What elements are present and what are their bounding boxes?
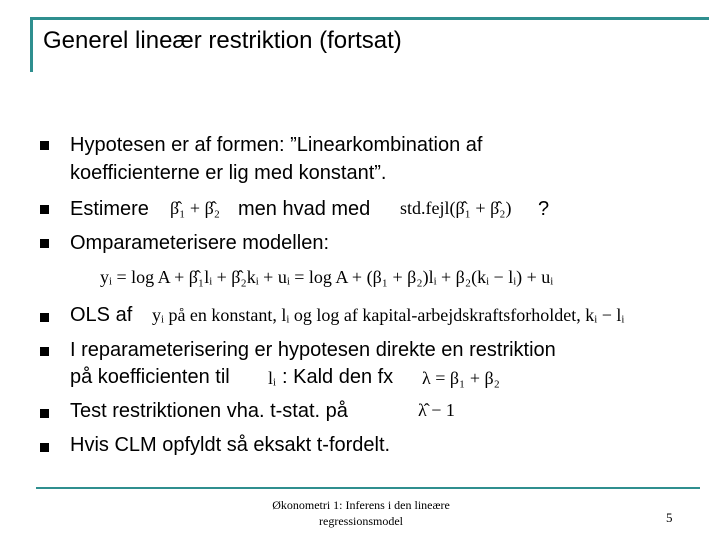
bullet-marker: [40, 313, 49, 322]
bullet-marker: [40, 443, 49, 452]
footer-divider: [36, 487, 700, 489]
bullet-marker: [40, 205, 49, 214]
estimate-formula: β̂₁ + β̂₂: [170, 198, 221, 218]
bullet-7-text: Hvis CLM opfyldt så eksakt t-fordelt.: [70, 434, 391, 456]
footer-text: [236, 497, 486, 529]
footer-line-2: regressionsmodel: [319, 514, 403, 528]
li-symbol: lᵢ: [268, 368, 276, 388]
bullet-5-line-2: på koefficienten til: [70, 366, 230, 388]
bullet-marker: [40, 239, 49, 248]
bullet-marker: [40, 347, 49, 356]
model-equation: yᵢ = log A + β̂₁lᵢ + β̂₂kᵢ + uᵢ = log A + (β₁ + β₂)lᵢ + β₂(kᵢ − lᵢ) + uᵢ: [100, 267, 554, 287]
bullet-marker: [40, 409, 49, 418]
bullet-1-line-2: koefficienterne er lig med konstant”.: [70, 162, 387, 184]
slide-title: Generel lineær restriktion (fortsat): [43, 27, 402, 54]
footer-line-1: Økonometri 1: Inferens i den lineære: [272, 498, 450, 512]
bullet-6-text: Test restriktionen vha. t-stat. på: [70, 400, 348, 422]
bullet-2-text-2: men hvad med: [238, 198, 371, 220]
bullet-marker: [40, 141, 49, 150]
ols-formula: yᵢ på en konstant, lᵢ og log af kapital-arbejdskraftsforholdet, kᵢ − lᵢ: [152, 305, 625, 325]
bullet-5-line-2b: : Kald den fx: [282, 366, 394, 388]
bullet-4-text: OLS af: [70, 304, 133, 326]
bullet-2-text-1: Estimere: [70, 198, 149, 220]
lambda-test-formula: λ̂ − 1: [418, 400, 455, 420]
page-number: 5: [666, 510, 673, 525]
bullet-1-line-1: Hypotesen er af formen: ”Linearkombination af: [70, 134, 483, 156]
std-error-formula: std.fejl(β̂₁ + β̂₂): [400, 198, 512, 218]
bullet-5-line-1: I reparameterisering er hypotesen direkte en restriktion: [70, 339, 556, 361]
bullet-3-text: Omparameterisere modellen:: [70, 232, 329, 254]
bullet-2-text-3: ?: [538, 198, 550, 220]
lambda-definition: λ = β₁ + β₂: [422, 368, 500, 388]
